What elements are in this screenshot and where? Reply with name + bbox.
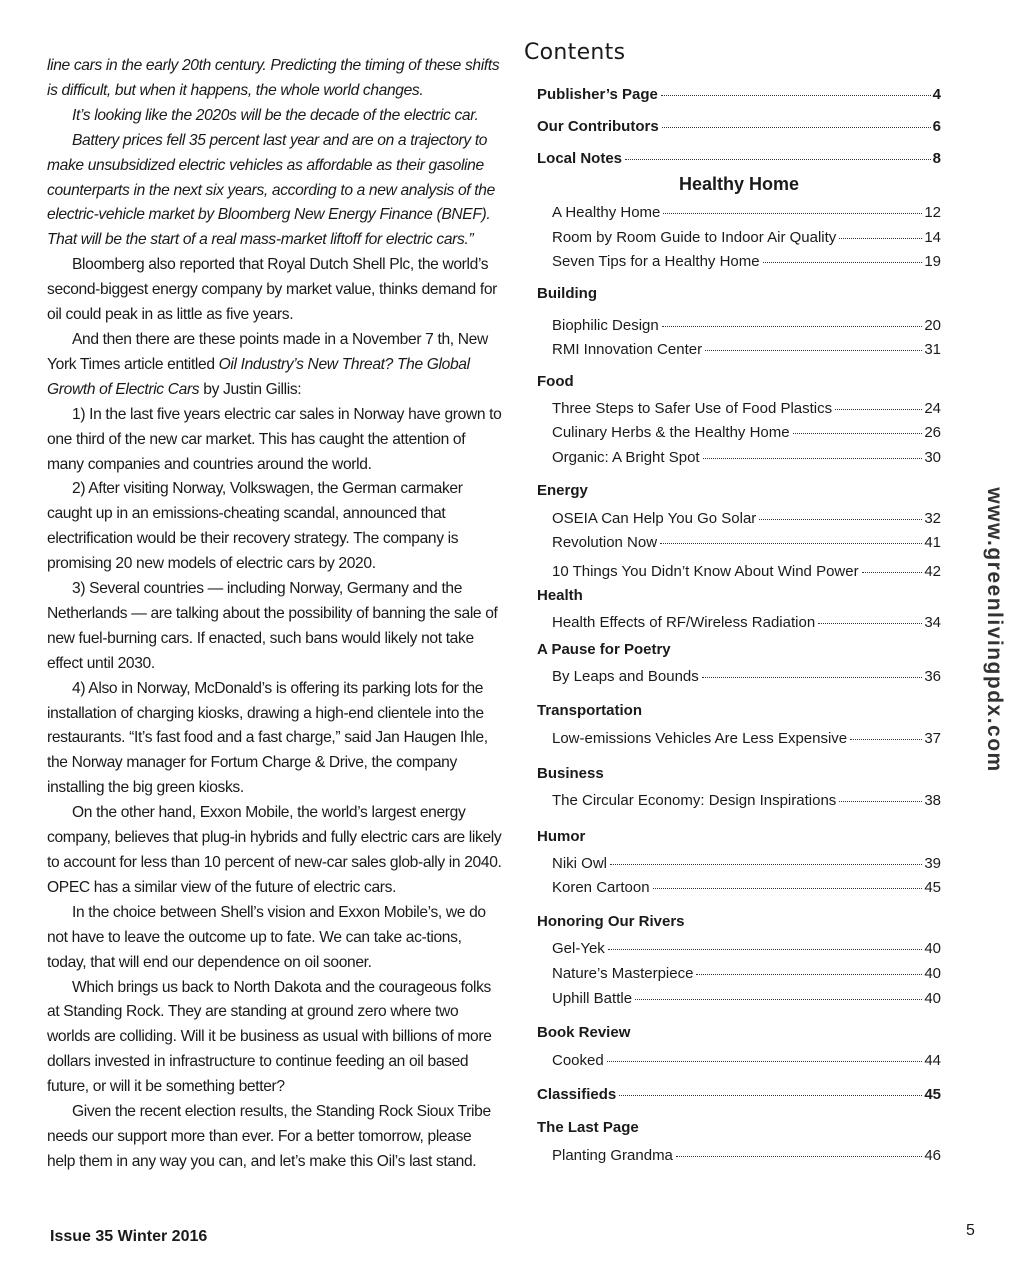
toc-entry-page: 24 [924,400,941,417]
toc-entry-title: Seven Tips for a Healthy Home [552,253,760,270]
toc-category: The Last Page [537,1119,639,1136]
article-text: 1) In the last five years electric car sales in Norway have grown to one third of the new car market. This has caught the attention of many companies and countries around the world. [47,405,502,473]
toc-entry-page: 45 [924,879,941,896]
toc-entry-title: Health Effects of RF/Wireless Radiation [552,614,816,631]
toc-entry[interactable] [552,730,941,752]
toc-entry-page: 44 [924,1052,941,1069]
toc-entry-page: 4 [932,86,941,103]
toc-leader-dots [759,519,922,520]
toc-entry[interactable] [552,204,941,226]
toc-entry[interactable] [552,940,941,962]
toc-category: Transportation [537,702,643,719]
toc-category: Honoring Our Rivers [537,913,685,930]
toc-entry-title: 10 Things You Didn’t Know About Wind Power [552,563,859,580]
toc-leader-dots [702,677,923,678]
toc-entry[interactable] [552,341,941,363]
toc-entry-page: 20 [924,317,941,334]
toc-leader-dots [625,159,931,160]
article-paragraph [47,253,502,328]
toc-entry-page: 14 [924,229,941,246]
toc-leader-dots [835,409,922,410]
toc-leader-dots [703,458,923,459]
toc-entry[interactable] [552,400,941,422]
article-text: Battery prices fell 35 percent last year and are on a trajectory to make unsubsidized electric vehicles as affordable as their gasoline counterparts in the next six years, according to a new analysis of the electric-vehicle market by Bloomberg New Energy Finance (BNEF). That will be the start of a real mass-market liftoff for electric cars.” [47,131,495,249]
article-title-italic: Oil Industry’s New Threat? The Global Growth of Electric Cars [47,355,470,398]
toc-entry-page: 34 [924,614,941,631]
toc-leader-dots [660,543,922,544]
toc-entry-title: Uphill Battle [552,990,633,1007]
toc-entry-page: 31 [924,341,941,358]
toc-category: Humor [537,828,586,845]
toc-entry-page: 45 [924,1086,941,1103]
toc-entry-title: Classifieds [537,1086,617,1103]
toc-leader-dots [862,572,923,573]
toc-entry-title: The Circular Economy: Design Inspirations [552,792,837,809]
toc-entry[interactable] [552,792,941,814]
article-paragraph [47,1100,502,1175]
toc-entry[interactable] [552,563,941,585]
toc-entry-title: Koren Cartoon [552,879,650,896]
toc-leader-dots [696,974,922,975]
toc-entry-page: 40 [924,990,941,1007]
toc-entry-title: Biophilic Design [552,317,659,334]
toc-entry[interactable] [552,424,941,446]
article-text: Bloomberg also reported that Royal Dutch Shell Plc, the world’s second-biggest energy company by market value, thinks demand for oil could peak in as little as five years. [47,256,497,324]
toc-entry-title: OSEIA Can Help You Go Solar [552,510,757,527]
toc-category: Building [537,285,597,302]
toc-leader-dots [850,739,922,740]
contents-title: Contents [524,40,626,65]
toc-entry-title: Local Notes [537,150,623,167]
toc-leader-dots [839,238,922,239]
article-paragraph [47,976,502,1101]
toc-entry-title: Nature’s Masterpiece [552,965,694,982]
article-paragraph [47,403,502,478]
toc-leader-dots [705,350,922,351]
page-number: 5 [966,1222,975,1239]
toc-entry[interactable] [552,614,941,636]
toc-entry[interactable] [552,534,941,556]
toc-category: Book Review [537,1024,631,1041]
toc-entry-page: 12 [924,204,941,221]
toc-leader-dots [663,213,922,214]
toc-entry-page: 37 [924,730,941,747]
toc-leader-dots [635,999,922,1000]
article-text: line cars in the early 20th century. Predicting the timing of these shifts is difficult, but when it happens, the whole world changes. [47,57,500,99]
toc-entry-title: RMI Innovation Center [552,341,703,358]
toc-entry[interactable] [537,1086,941,1108]
toc-entry-page: 38 [924,792,941,809]
toc-entry-page: 32 [924,510,941,527]
toc-entry-title: Publisher’s Page [537,86,658,103]
toc-leader-dots [793,433,923,434]
toc-entry-page: 42 [924,563,941,580]
article-text: 4) Also in Norway, McDonald’s is offering its parking lots for the installation of charging kiosks, drawing a high-end clientele into the restaurants. “It’s fast food and a fast charge,” said Jan Haugen Ihle, the Norway manager for Fortum Charge & Drive, the company installing the big green kiosks. [47,679,488,797]
article-paragraph [47,129,502,254]
toc-entry-title: Planting Grandma [552,1147,673,1164]
article-paragraph [47,104,502,129]
toc-leader-dots [610,864,922,865]
toc-leader-dots [608,949,923,950]
toc-entry-page: 6 [932,118,941,135]
toc-entry-title: Cooked [552,1052,604,1069]
article-paragraph [47,677,502,802]
toc-entry-title: By Leaps and Bounds [552,668,699,685]
toc-entry[interactable] [552,229,941,251]
toc-entry-title: Culinary Herbs & the Healthy Home [552,424,790,441]
article-paragraph [47,577,502,677]
toc-entry[interactable] [537,118,941,140]
toc-entry-page: 8 [932,150,941,167]
toc-entry[interactable] [552,1147,941,1169]
toc-entry-page: 40 [924,940,941,957]
toc-entry[interactable] [552,317,941,339]
toc-entry-title: Our Contributors [537,118,659,135]
toc-entry[interactable] [552,449,941,471]
toc-entry[interactable] [552,1052,941,1074]
article-text: It’s looking like the 2020s will be the decade of the electric car. [72,106,479,124]
toc-entry-title: A Healthy Home [552,204,661,221]
article-paragraph [47,801,502,901]
toc-section-heading: Healthy Home [678,174,800,194]
toc-entry-title: Low-emissions Vehicles Are Less Expensive [552,730,848,747]
issue-label: Issue 35 Winter 2016 [50,1228,208,1245]
toc-leader-dots [662,326,923,327]
toc-leader-dots [818,623,922,624]
article-text: 3) Several countries — including Norway, Germany and the Netherlands — are talking about the possibility of banning the sale of new fuel-burning cars. If enacted, such bans would likely not take effect until 2030. [47,580,498,672]
article-paragraph [47,328,502,403]
article-text: Which brings us back to North Dakota and the courageous folks at Standing Rock. They are standing at ground zero where two worlds are colliding. Will it be business as usual with billions of more dollars invested in infrastructure to continue feeding an oil based future, or will it be something better? [47,978,492,1096]
toc-entry[interactable] [537,86,941,108]
toc-entry-title: Gel-Yek [552,940,605,957]
toc-entry-page: 30 [924,449,941,466]
toc-entry[interactable] [552,253,941,275]
toc-entry-page: 19 [924,253,941,270]
toc-category: Business [537,765,604,782]
toc-entry[interactable] [552,510,941,532]
article-text: On the other hand, Exxon Mobile, the world’s largest energy company, believes that plug-in hybrids and fully electric cars are likely to account for less than 10 percent of new-car sales glob-ally in 2040. OPEC has a similar view of the future of electric cars. [47,804,502,896]
toc-leader-dots [676,1156,922,1157]
toc-entry-title: Room by Room Guide to Indoor Air Quality [552,229,837,246]
toc-leader-dots [661,95,931,96]
website-url[interactable]: www.greenlivingpdx.com [983,487,1006,773]
toc-leader-dots [839,801,922,802]
toc-entry[interactable] [552,990,941,1012]
article-paragraph [47,477,502,577]
toc-leader-dots [619,1095,922,1096]
toc-entry-page: 46 [924,1147,941,1164]
toc-entry-title: Three Steps to Safer Use of Food Plastics [552,400,833,417]
toc-entry-page: 40 [924,965,941,982]
toc-entry-page: 36 [924,668,941,685]
toc-entry-page: 26 [924,424,941,441]
toc-entry-page: 41 [924,534,941,551]
toc-entry-title: Niki Owl [552,855,607,872]
article-text: 2) After visiting Norway, Volkswagen, the German carmaker caught up in an emissions-cheating scandal, announced that electrification would be their recovery strategy. The company is promising 20 new models of electric cars by 2020. [47,480,463,573]
toc-category: Health [537,587,583,604]
toc-leader-dots [662,127,931,128]
article-paragraph [47,54,502,104]
article-text: In the choice between Shell’s vision and Exxon Mobile’s, we do not have to leave the outcome up to fate. We can take ac-tions, today, that will end our dependence on oil sooner. [47,903,486,971]
toc-entry[interactable] [537,150,941,172]
toc-category: Food [537,373,574,390]
toc-entry[interactable] [552,965,941,987]
toc-category: Energy [537,482,588,499]
toc-category: A Pause for Poetry [537,641,671,658]
toc-entry-title: Revolution Now [552,534,658,551]
toc-entry[interactable] [552,668,941,690]
article-paragraph [47,901,502,976]
toc-entry-title: Organic: A Bright Spot [552,449,700,466]
article-text: Given the recent election results, the Standing Rock Sioux Tribe needs our support more than ever. For a better tomorrow, please help them in any way you can, and let’s make this Oil’s last stand. [47,1103,491,1170]
article-text: And then there are these points made in a November 7 th, New York Times article entitled [47,330,488,373]
toc-leader-dots [653,888,923,889]
article-body [47,54,502,1175]
toc-leader-dots [607,1061,923,1062]
toc-leader-dots [763,262,923,263]
toc-entry[interactable] [552,879,941,901]
toc-entry-page: 39 [924,855,941,872]
article-text: by Justin Gillis: [199,380,302,398]
toc-entry[interactable] [552,855,941,877]
